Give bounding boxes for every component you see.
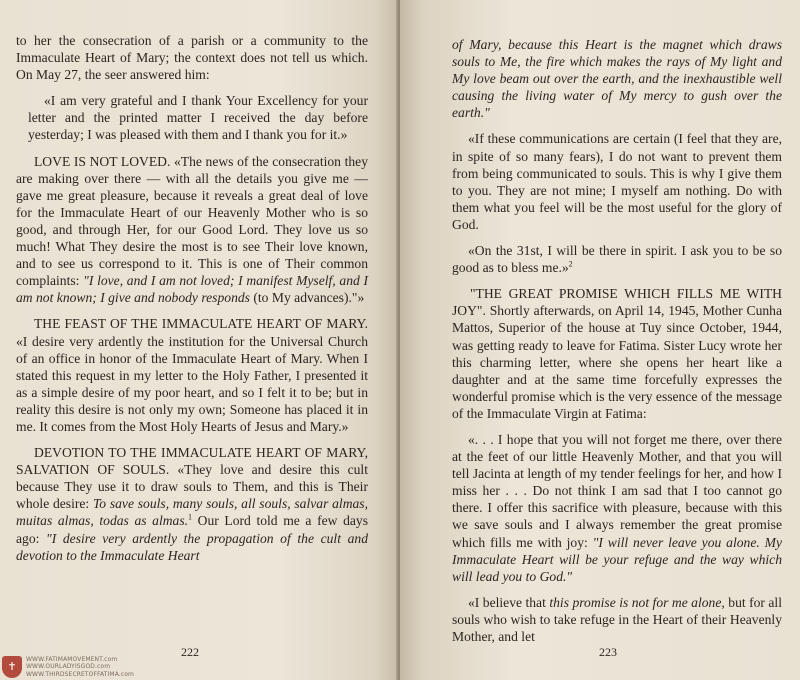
quote-paragraph: «. . . I hope that you will not forget me there, over there at the feet of our little Heavenly Mother, and that you will tell Jacinta at length of my tender feelings for her, and how I miss her . . . Do not think I am sad that I too cannot go there. I offer this sacrifice with pleasure, because with this we save souls and I always remember the great promise which fills me with joy: "I will never leave you alone. My Immaculate Heart will be your refuge and the way which will lead you to God." bbox=[452, 431, 782, 584]
seal-icon: ✝ bbox=[2, 656, 22, 678]
left-page-text bbox=[16, 32, 368, 564]
paragraph: to her the consecration of a parish or a community to the Immaculate Heart of Mary; the context does not tell us which. On May 27, the seer answered him: bbox=[16, 33, 368, 83]
footnote-marker: 1 bbox=[188, 512, 193, 522]
watermark-url: WWW.THIRDSECRETOFFATIMA.com bbox=[26, 670, 134, 678]
paragraph: THE FEAST OF THE IMMACULATE HEART OF MARY. «I desire very ardently the institution for the Universal Church of an office in honor of the Immaculate Heart of Mary. When I stated this request in my letter to the Holy Father, I presented it as a simple desire of my poor heart, and so I felt it to be; but in reality this desire is not only my own; Someone has placed it in me. It comes from the Most Holy Hearts of Jesus and Mary.» bbox=[16, 316, 368, 434]
paragraph: of Mary, because this Heart is the magnet which draws souls to Me, the fire which makes the rays of My light and My love beam out over the earth, and the inexhaustible well causing the living water of My mercy to gush over the earth." bbox=[452, 37, 782, 121]
watermark bbox=[2, 656, 134, 679]
right-page bbox=[400, 0, 800, 680]
quote-paragraph: «I am very grateful and I thank Your Excellency for your letter and the printed matter I received the day before yesterday; I was pleased with them and I thank you for it.» bbox=[28, 93, 368, 143]
watermark-urls bbox=[26, 656, 134, 679]
quote-paragraph: «I believe that this promise is not for me alone, but for all souls who wish to take refuge in the Heart of their Heavenly Mother, and let bbox=[452, 594, 782, 644]
paragraph: LOVE IS NOT LOVED. «The news of the consecration they are making over there — with all the details you give me — gave me great pleasure, because it reveals a great deal of love for the Immaculate Heart of our Heavenly Mother who is so good, and through Her, for our Good Lord. They love us so much! What They desire the most is to see Their love known, and to see us correspond to it. This is one of Their common complaints: "I love, and I am not loved; I manifest Myself, and I am not known; I give and nobody responds (to My advances)."» bbox=[16, 153, 369, 306]
quote-paragraph: «If these communications are certain (I feel that they are, in spite of so many fears), I do not want to prevent them from being communicated to souls. This is why I give them to you. They are not mine; I myself am nothing. Do with them what you feel will be the most useful for the glory of God. bbox=[452, 131, 782, 232]
page-number: 223 bbox=[599, 645, 617, 659]
paragraph: DEVOTION TO THE IMMACULATE HEART OF MARY, SALVATION OF SOULS. «They love and desire this cult because They use it to draw souls to Them, and this is Their whole desire: To save souls, many souls, all souls, salvar almas, muitas almas, todas as almas.$^1$ Our Lord told me a few days ago: "I desire very ardently the propagation of the cult and devotion to the Immaculate Heart bbox=[16, 445, 369, 563]
page-number: 222 bbox=[181, 645, 199, 659]
footnote-marker: 2 bbox=[568, 259, 573, 269]
watermark-url: WWW.FATIMAMOVEMENT.com bbox=[26, 655, 118, 663]
quote-paragraph: «On the 31st, I will be there in spirit. I ask you to be so good as to bless me.»$^2$ bbox=[452, 243, 782, 276]
right-page-text bbox=[452, 36, 782, 645]
left-page bbox=[0, 0, 398, 680]
paragraph: "THE GREAT PROMISE WHICH FILLS ME WITH JOY". Shortly afterwards, on April 14, 1945, Mother Cunha Mattos, Superior of the house at Tuy since October, 1944, was getting ready to leave for Fatima. Sister Lucy wrote her this charming letter, where she opens her heart like a daughter and at the same time forcefully expresses the wonderful promise which is the very essence of the message of the Immaculate Virgin at Fatima: bbox=[452, 286, 782, 421]
watermark-url: WWW.OURLADYISGOD.com bbox=[26, 663, 111, 670]
